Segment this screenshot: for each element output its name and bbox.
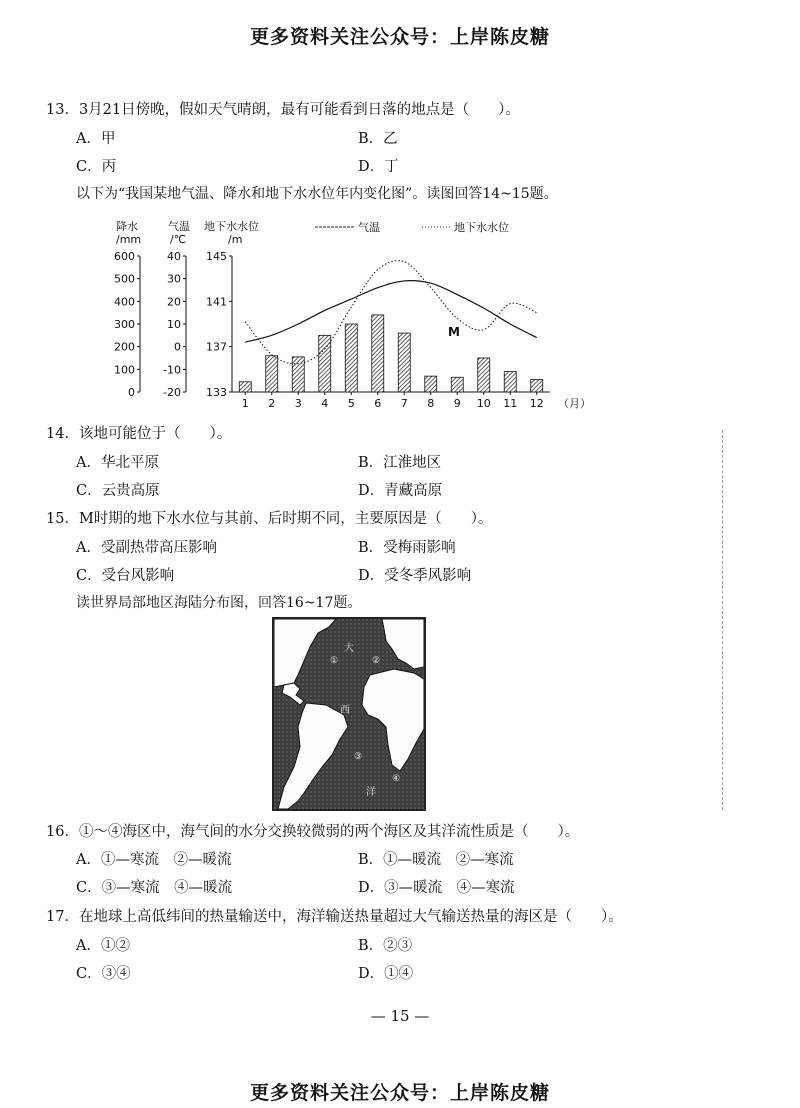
month-tick-label: 12 [529,397,544,410]
precip-bar [266,356,278,392]
q17-option-c[interactable]: C．③④ [76,966,131,982]
month-tick-label: 5 [347,397,355,410]
temp-tick-label: 30 [167,272,181,286]
q16-option-d[interactable]: D．③—暖流 ④—寒流 [358,880,515,896]
water-tick-label: 141 [206,295,227,309]
precip-bar [425,376,437,392]
water-tick-label: 137 [206,340,227,354]
month-tick-label: 6 [374,397,382,410]
q15-option-a[interactable]: A．受副热带高压影响 [76,540,217,556]
precip-tick-label: 400 [114,295,135,309]
precip-bar [451,377,463,392]
precip-bar [239,382,251,392]
q14-option-d[interactable]: D．青藏高原 [358,483,443,499]
month-unit-label: （月） [558,397,591,410]
intro-map: 读世界局部地区海陆分布图，回答16~17题。 [76,595,362,611]
temp-tick-label: -20 [163,386,181,399]
q16-option-c[interactable]: C．③—寒流 ④—暖流 [76,880,233,896]
month-tick-label: 7 [400,397,408,410]
map-middle-label: 西 [340,705,350,716]
q14-option-a[interactable]: A．华北平原 [76,455,159,471]
q14-stem: 14．该地可能位于（ ）。 [46,426,232,442]
temp-unit-label: /℃ [170,233,187,246]
q15-option-c[interactable]: C．受台风影响 [76,568,175,584]
map-figure [274,619,424,809]
footer-banner: 更多资料关注公众号：上岸陈皮糖 [249,1082,550,1104]
precip-unit-label: /mm [116,233,142,246]
q16-option-a[interactable]: A．①—寒流 ②—暖流 [76,852,232,868]
scan-edge-mark [722,430,723,810]
water-axis-label: 地下水水位 [204,220,259,233]
month-tick-label: 10 [476,397,491,410]
month-tick-label: 8 [427,397,435,410]
precip-bar [504,372,516,392]
precip-tick-label: 200 [114,340,135,354]
precip-tick-label: 600 [114,250,135,263]
water-tick-label: 145 [206,250,227,263]
precip-tick-label: 0 [128,386,135,399]
q16-option-b[interactable]: B．①—暖流 ②—寒流 [358,852,514,868]
map-top-label: 大 [344,643,354,654]
month-tick-label: 1 [241,397,249,410]
q15-stem: 15．M时期的地下水水位与其前、后时期不同，主要原因是（ ）。 [46,511,493,527]
sea-area-2-marker: ② [372,656,381,666]
q13-stem: 13．3月21日傍晚，假如天气晴朗，最有可能看到日落的地点是（ ）。 [46,102,520,118]
header-banner: 更多资料关注公众号：上岸陈皮糖 [249,26,550,48]
sea-area-4-marker: ④ [392,774,401,784]
temp-tick-label: 20 [167,295,181,309]
page-number: — 15 — [370,1007,430,1025]
temperature-line [245,281,537,342]
month-tick-label: 4 [321,397,329,410]
q15-option-d[interactable]: D．受冬季风影响 [358,568,472,584]
climate-chart [110,214,600,414]
q14-option-c[interactable]: C．云贵高原 [76,483,160,499]
precip-tick-label: 300 [114,318,135,331]
q17-option-a[interactable]: A．①② [76,938,130,954]
temp-tick-label: 40 [167,250,181,263]
month-tick-label: 9 [453,397,461,410]
precip-bar [398,333,410,392]
groundwater-line [245,261,537,364]
month-tick-label: 11 [503,397,518,410]
temp-tick-label: 0 [174,340,181,354]
map-bottom-label: 洋 [366,787,376,798]
precip-bar [478,358,490,392]
precip-tick-label: 500 [114,272,135,286]
precip-tick-label: 100 [114,363,135,377]
q16-stem: 16．①～④海区中，海气间的水分交换较微弱的两个海区及其洋流性质是（ ）。 [46,824,580,840]
q17-stem: 17．在地球上高低纬间的热量输送中，海洋输送热量超过大气输送热量的海区是（ ）。 [46,909,623,925]
legend-temp-label: 气温 [358,221,380,234]
water-unit-label: /m [228,233,243,246]
q15-option-b[interactable]: B．受梅雨影响 [358,540,456,556]
intro-chart: 以下为“我国某地气温、降水和地下水水位年内变化图”。读图回答14~15题。 [76,186,558,202]
month-tick-label: 2 [268,397,276,410]
temp-tick-label: -10 [163,363,181,377]
q13-option-b[interactable]: B．乙 [358,131,398,147]
temp-tick-label: 10 [167,318,181,331]
sea-area-1-marker: ① [330,656,339,666]
precip-bar [372,315,384,392]
q17-option-d[interactable]: D．①④ [358,966,414,982]
precip-bar [531,380,543,392]
precip-axis-label: 降水 [116,220,138,233]
temp-axis-label: 气温 [168,220,190,233]
q13-option-c[interactable]: C．丙 [76,159,117,175]
q17-option-b[interactable]: B．②③ [358,938,413,954]
month-tick-label: 3 [294,397,302,410]
q14-option-b[interactable]: B．江淮地区 [358,455,442,471]
water-tick-label: 133 [206,386,227,399]
precip-bar [345,324,357,392]
precip-bar [292,357,304,392]
legend-water-label: 地下水水位 [454,221,509,234]
sea-area-3-marker: ③ [354,752,363,762]
q13-option-a[interactable]: A．甲 [76,131,116,147]
ocean-map [272,617,426,811]
q13-option-d[interactable]: D．丁 [358,159,399,175]
m-annotation: M [448,325,460,339]
